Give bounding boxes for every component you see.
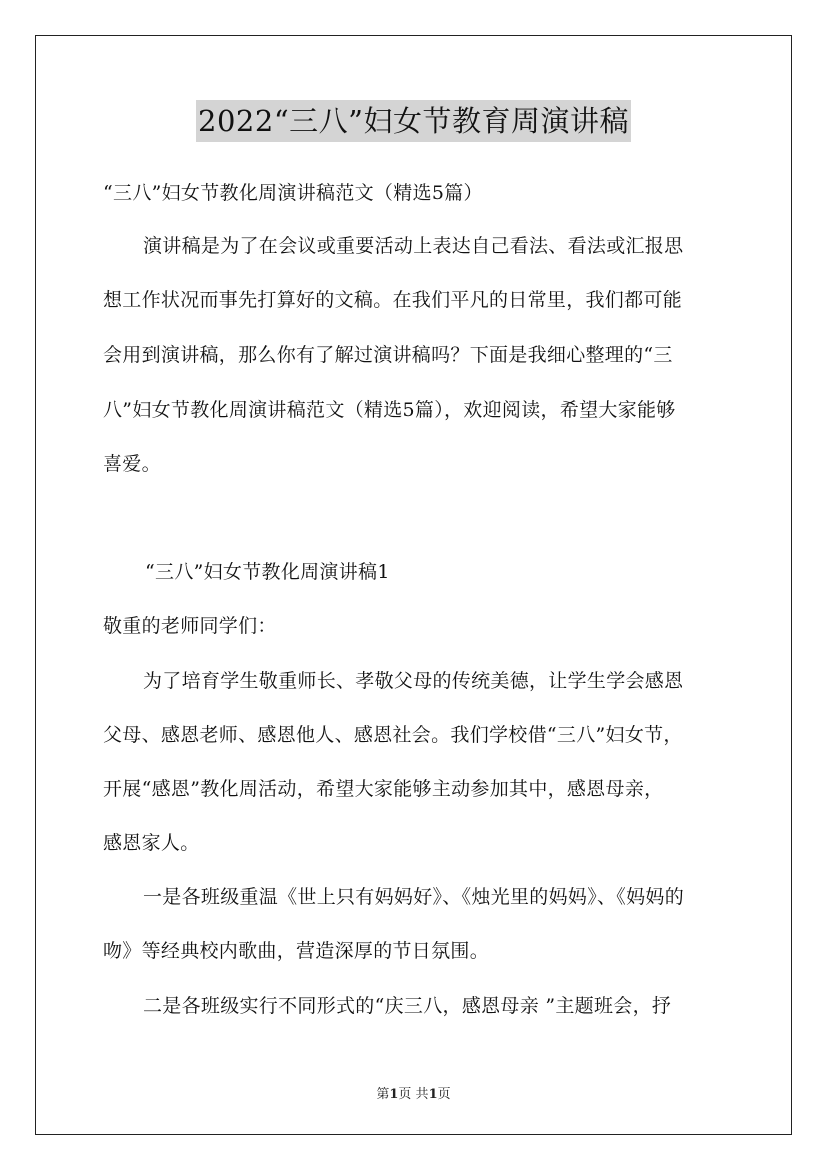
document-title: 2022“三八”妇女节教育周演讲稿 [196,100,631,142]
paragraph-line: 一是各班级重温《世上只有妈妈好》、《烛光里的妈妈》、《妈妈的 [143,886,685,908]
salutation-line: 敬重的老师同学们： [103,615,277,637]
paragraph-line: 会用到演讲稿，那么你有了解过演讲稿吗？下面是我细心整理的“三 [103,344,673,366]
paragraph-line: 为了培育学生敬重师长、孝敬父母的传统美德，让学生学会感恩 [143,670,684,692]
paragraph-line: 演讲稿是为了在会议或重要活动上表达自己看法、看法或汇报思 [143,235,684,257]
paragraph-line: 八”妇女节教化周演讲稿范文（精选5篇），欢迎阅读，希望大家能够 [103,399,676,421]
section-heading: “三八”妇女节教化周演讲稿1 [145,561,390,583]
title-container [0,100,827,142]
paragraph-line: 喜爱。 [103,453,161,475]
footer-page-total: 1 [428,1087,438,1102]
page-footer [0,1083,827,1102]
paragraph-line: 想工作状况而事先打算好的文稿。在我们平凡的日常里，我们都可能 [103,289,683,311]
paragraph-line: 二是各班级实行不同形式的“庆三八，感恩母亲 ”主题班会，抒 [143,995,672,1017]
paragraph-line: 吻》等经典校内歌曲，营造深厚的节日氛围。 [103,940,490,962]
paragraph-line: 感恩家人。 [103,832,200,854]
footer-page-prefix: 第 [376,1087,390,1102]
footer-page-mid: 页 共 [398,1087,429,1102]
footer-page-number: 1 [389,1087,399,1102]
subtitle-line: “三八”妇女节教化周演讲稿范文（精选5篇） [103,182,483,204]
footer-page-suffix: 页 [437,1087,451,1102]
paragraph-line: 父母、感恩老师、感恩他人、感恩社会。我们学校借“三八”妇女节， [103,724,683,746]
paragraph-line: 开展“感恩”教化周活动，希望大家能够主动参加其中，感恩母亲， [103,778,664,800]
